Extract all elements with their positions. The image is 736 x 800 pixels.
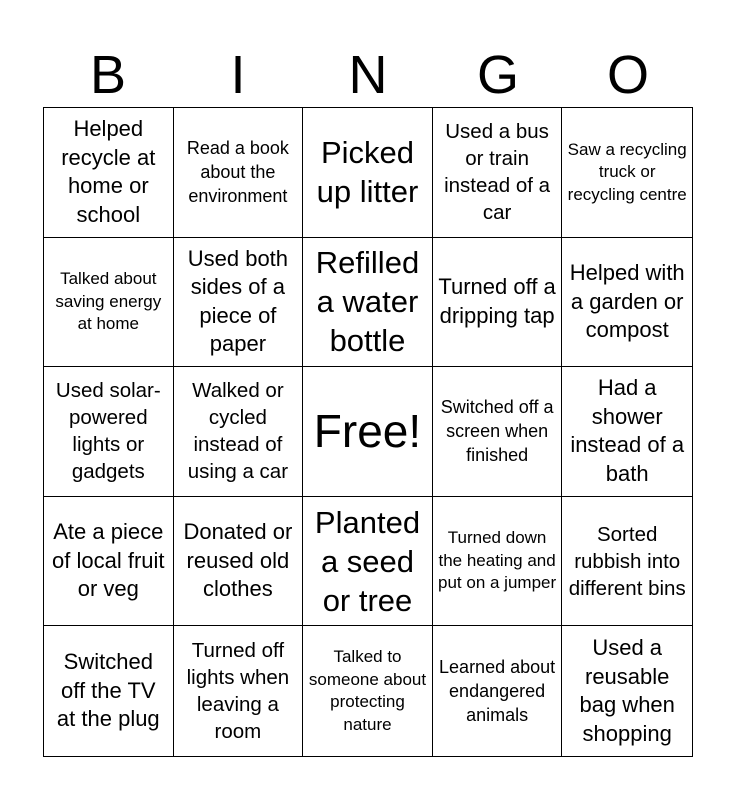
bingo-cell[interactable]: [44, 108, 174, 238]
bingo-cell[interactable]: [174, 367, 304, 497]
header-letter-i: I: [230, 45, 246, 105]
bingo-cell[interactable]: [174, 497, 304, 627]
cell-text: Talked to someone about protecting nature: [308, 647, 427, 734]
cell-text: Had a shower instead of a bath: [570, 375, 685, 486]
bingo-cell[interactable]: [303, 108, 433, 238]
bingo-grid: [43, 107, 693, 757]
cell-text: Helped recycle at home or school: [61, 116, 156, 227]
cell-text: Read a book about the environment: [186, 138, 289, 207]
header-letter-b: B: [89, 45, 127, 105]
bingo-cell[interactable]: [174, 626, 304, 756]
cell-text: Used a reusable bag when shopping: [579, 635, 675, 746]
cell-text: Talked about saving energy at home: [55, 269, 162, 334]
bingo-cell[interactable]: [303, 626, 433, 756]
bingo-header: [43, 44, 693, 106]
cell-text: Picked up litter: [316, 135, 419, 210]
cell-text: Turned down the heating and put on a jumper: [438, 528, 557, 593]
cell-text: Refilled a water bottle: [315, 245, 420, 359]
bingo-cell[interactable]: [433, 238, 563, 368]
bingo-cell[interactable]: [433, 367, 563, 497]
cell-text: Turned off lights when leaving a room: [186, 639, 290, 744]
cell-text: Turned off a dripping tap: [438, 274, 556, 328]
cell-text: Switched off a screen when finished: [440, 397, 554, 466]
bingo-cell[interactable]: [562, 108, 692, 238]
bingo-cell[interactable]: [562, 497, 692, 627]
cell-text: Planted a seed or tree: [314, 504, 421, 618]
bingo-cell[interactable]: [44, 367, 174, 497]
header-letter-o: O: [606, 45, 649, 105]
bingo-cell[interactable]: [44, 626, 174, 756]
bingo-cell[interactable]: [562, 367, 692, 497]
bingo-cell[interactable]: [44, 238, 174, 368]
header-letter-g: G: [476, 45, 519, 105]
bingo-cell[interactable]: [433, 626, 563, 756]
cell-text: Learned about endangered animals: [439, 657, 556, 726]
free-space-text: Free!: [313, 405, 422, 458]
cell-text: Helped with a garden or compost: [569, 260, 685, 343]
cell-text: Used solar-powered lights or gadgets: [55, 379, 161, 484]
bingo-cell[interactable]: [174, 238, 304, 368]
cell-text: Walked or cycled instead of using a car: [187, 379, 289, 484]
bingo-cell[interactable]: [562, 626, 692, 756]
bingo-cell[interactable]: [562, 238, 692, 368]
bingo-cell[interactable]: [433, 497, 563, 627]
cell-text: Saw a recycling truck or recycling centre: [567, 139, 687, 204]
bingo-cell[interactable]: [303, 497, 433, 627]
cell-text: Switched off the TV at the plug: [56, 649, 160, 732]
cell-text: Donated or reused old clothes: [183, 519, 293, 602]
bingo-cell[interactable]: [44, 497, 174, 627]
cell-text: Sorted rubbish into different bins: [568, 522, 686, 600]
bingo-cell[interactable]: [303, 238, 433, 368]
free-space-cell[interactable]: [303, 367, 433, 497]
header-letter-n: N: [348, 45, 388, 105]
cell-text: Used both sides of a piece of paper: [187, 245, 289, 357]
cell-text: Ate a piece of local fruit or veg: [52, 519, 165, 602]
bingo-cell[interactable]: [433, 108, 563, 238]
cell-text: Used a bus or train instead of a car: [444, 120, 551, 225]
bingo-cell[interactable]: [174, 108, 304, 238]
